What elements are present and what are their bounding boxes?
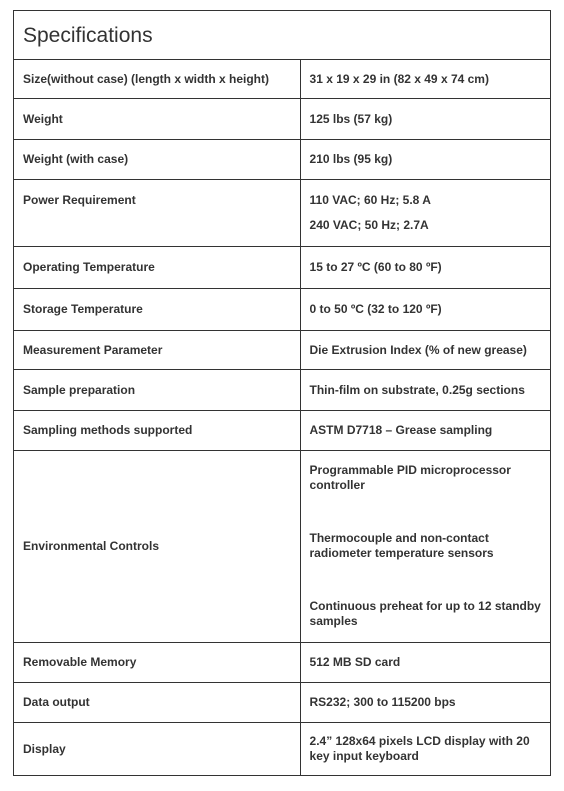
- row-value-sample-prep: Thin-film on substrate, 0.25g sections: [300, 370, 550, 411]
- specifications-table: [13, 10, 551, 776]
- row-label-size: Size(without case) (length x width x height): [14, 60, 301, 99]
- row-label-environmental: Environmental Controls: [14, 451, 301, 643]
- table-row: [14, 411, 551, 451]
- table-row: [14, 247, 551, 289]
- row-value-memory: 512 MB SD card: [300, 643, 550, 683]
- row-label-display: Display: [14, 723, 301, 776]
- row-value-weight-with-case: 210 lbs (95 kg): [300, 140, 550, 180]
- row-label-weight-with-case: Weight (with case): [14, 140, 301, 180]
- row-label-memory: Removable Memory: [14, 643, 301, 683]
- table-row: [14, 180, 551, 247]
- table-row: [14, 331, 551, 370]
- row-value-display: 2.4” 128x64 pixels LCD display with 20 key input keyboard: [300, 723, 550, 776]
- row-value-environmental: [300, 451, 550, 643]
- row-label-sampling-methods: Sampling methods supported: [14, 411, 301, 451]
- row-value-operating-temp: 15 to 27 ºC (60 to 80 ºF): [300, 247, 550, 289]
- environmental-value-1: Programmable PID microprocessor controller: [309, 463, 511, 492]
- row-label-operating-temp: Operating Temperature: [14, 247, 301, 289]
- table-row: [14, 723, 551, 776]
- environmental-value-2: Thermocouple and non-contact radiometer temperature sensors: [309, 531, 494, 560]
- table-row: [14, 289, 551, 331]
- row-value-weight: 125 lbs (57 kg): [300, 99, 550, 140]
- table-row: [14, 683, 551, 723]
- table-title: Specifications: [14, 11, 551, 60]
- row-label-measurement: Measurement Parameter: [14, 331, 301, 370]
- row-value-sampling-methods: ASTM D7718 – Grease sampling: [300, 411, 550, 451]
- table-row: [14, 140, 551, 180]
- row-value-measurement: Die Extrusion Index (% of new grease): [300, 331, 550, 370]
- row-label-sample-prep: Sample preparation: [14, 370, 301, 411]
- power-value-1: 110 VAC; 60 Hz; 5.8 A: [309, 193, 431, 207]
- table-row: [14, 451, 551, 643]
- row-value-size: 31 x 19 x 29 in (82 x 49 x 74 cm): [300, 60, 550, 99]
- row-value-data-output: RS232; 300 to 115200 bps: [300, 683, 550, 723]
- environmental-value-3: Continuous preheat for up to 12 standby samples: [309, 599, 541, 628]
- table-row: [14, 643, 551, 683]
- row-label-weight: Weight: [14, 99, 301, 140]
- row-label-storage-temp: Storage Temperature: [14, 289, 301, 331]
- table-row: [14, 60, 551, 99]
- row-value-power: [300, 180, 550, 247]
- table-row: [14, 370, 551, 411]
- row-label-data-output: Data output: [14, 683, 301, 723]
- table-title-row: [14, 11, 551, 60]
- row-label-power: Power Requirement: [14, 180, 301, 247]
- row-value-storage-temp: 0 to 50 ºC (32 to 120 ºF): [300, 289, 550, 331]
- power-value-2: 240 VAC; 50 Hz; 2.7A: [309, 218, 429, 232]
- table-row: [14, 99, 551, 140]
